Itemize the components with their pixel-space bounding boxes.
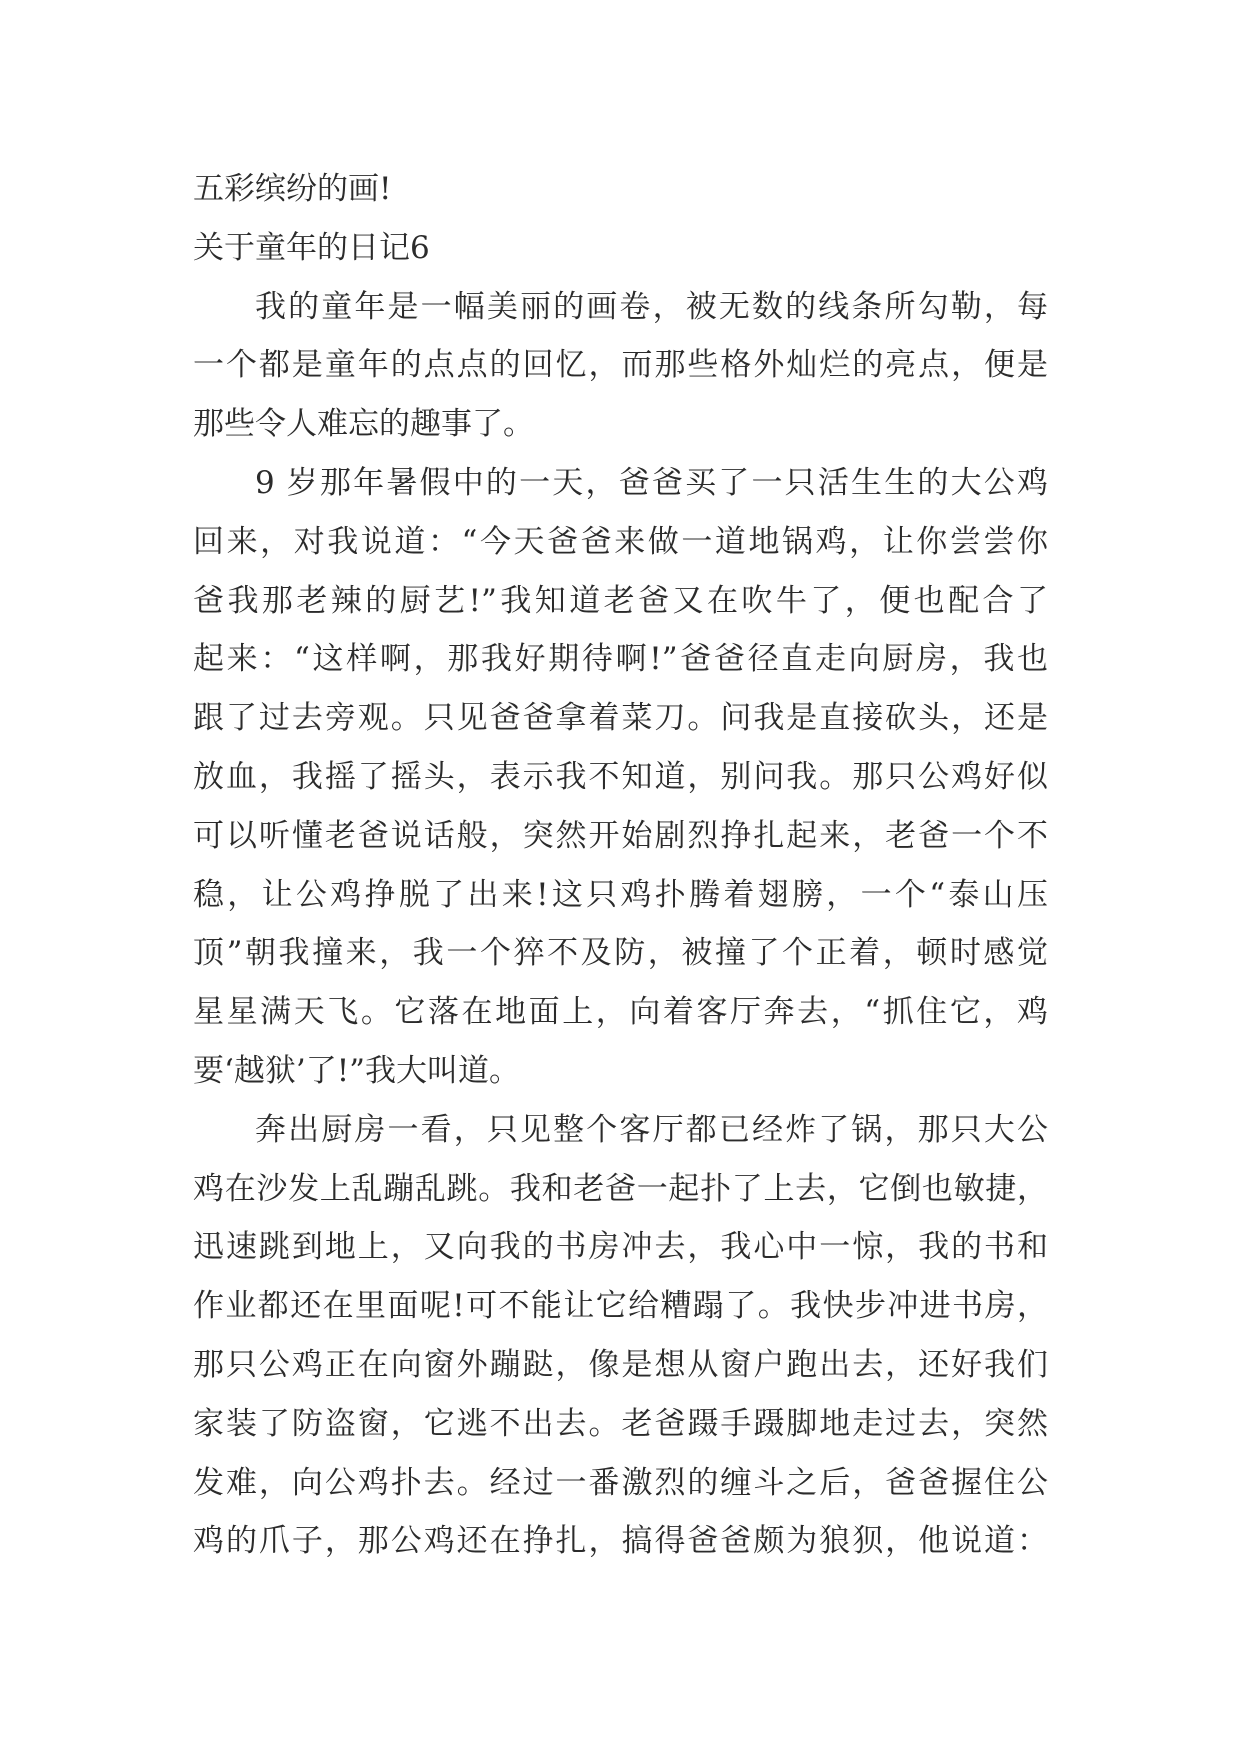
paragraph-line: 家装了防盗窗，它逃不出去。老爸蹑手蹑脚地走过去，突然	[193, 1405, 1048, 1442]
paragraph-line: 我的童年是一幅美丽的画卷，被无数的线条所勾勒，每	[255, 288, 1048, 325]
paragraph-line: 可以听懂老爸说话般，突然开始剧烈挣扎起来，老爸一个不	[193, 817, 1048, 854]
paragraph-line: 鸡的爪子，那公鸡还在挣扎，搞得爸爸颇为狼狈，他说道：	[193, 1523, 1048, 1560]
document-body	[193, 160, 1048, 1571]
section-heading: 关于童年的日记6	[193, 229, 430, 266]
paragraph-line: 那只公鸡正在向窗外蹦跶，像是想从窗户跑出去，还好我们	[193, 1346, 1048, 1383]
paragraph-line: 顶”朝我撞来，我一个猝不及防，被撞了个正着，顿时感觉	[193, 935, 1048, 972]
paragraph-line: 回来，对我说道：“今天爸爸来做一道地锅鸡，让你尝尝你	[193, 523, 1048, 560]
paragraph-line: 稳，让公鸡挣脱了出来!这只鸡扑腾着翅膀，一个“泰山压	[193, 876, 1048, 913]
paragraph-line: 星星满天飞。它落在地面上，向着客厅奔去，“抓住它，鸡	[193, 994, 1048, 1031]
paragraph-line: 起来：“这样啊，那我好期待啊!”爸爸径直走向厨房，我也	[193, 641, 1048, 678]
paragraph-line: 一个都是童年的点点的回忆，而那些格外灿烂的亮点，便是	[193, 347, 1048, 384]
paragraph-line: 跟了过去旁观。只见爸爸拿着菜刀。问我是直接砍头，还是	[193, 700, 1048, 737]
paragraph-line: 爸我那老辣的厨艺!”我知道老爸又在吹牛了，便也配合了	[193, 582, 1048, 619]
paragraph-line: 放血，我摇了摇头，表示我不知道，别问我。那只公鸡好似	[193, 758, 1048, 795]
paragraph-line: 9 岁那年暑假中的一天，爸爸买了一只活生生的大公鸡	[255, 464, 1048, 501]
paragraph-line: 迅速跳到地上，又向我的书房冲去，我心中一惊，我的书和	[193, 1229, 1048, 1266]
paragraph-line: 那些令人难忘的趣事了。	[193, 406, 534, 443]
paragraph-line: 奔出厨房一看，只见整个客厅都已经炸了锅，那只大公	[255, 1111, 1048, 1148]
paragraph-line: 鸡在沙发上乱蹦乱跳。我和老爸一起扑了上去，它倒也敏捷，	[193, 1170, 1048, 1207]
paragraph-line: 要‘越狱’了!”我大叫道。	[193, 1052, 521, 1089]
paragraph-line: 作业都还在里面呢!可不能让它给糟蹋了。我快步冲进书房，	[193, 1288, 1048, 1325]
paragraph-line: 发难，向公鸡扑去。经过一番激烈的缠斗之后，爸爸握住公	[193, 1464, 1048, 1501]
text-line: 五彩缤纷的画!	[193, 171, 392, 207]
